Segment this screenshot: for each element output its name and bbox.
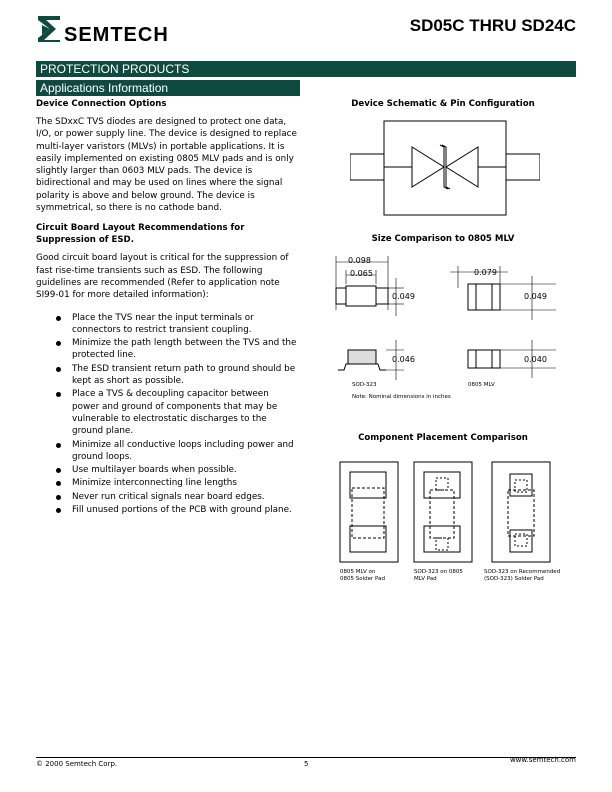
list-item: The ESD transient return path to ground should be kept as short as possible. (72, 363, 298, 388)
brand-name: SEMTECH (64, 24, 169, 46)
category-bar (36, 61, 576, 77)
paragraph-connection: The SDxxC TVS diodes are designed to protect one data, I/O, or power supply line. The device is designed to replace multi-layer varistors (MLVs) in portable applications. It is easily implemented on existing 0805 MLV pads and is only slightly larger than 0603 MLV pads. The device is bidirectional and may be used on lines where the signal polarity is above and below ground. The device is symmetrical, so there is no cathode band. (36, 117, 297, 214)
device-schematic-diagram (350, 120, 540, 216)
size-comparison-title: Size Comparison to 0805 MLV (371, 234, 515, 244)
dimension-label: 0.098 (348, 256, 371, 265)
dimension-label: 0.049 (392, 292, 415, 301)
dimension-label: 0.049 (524, 292, 547, 301)
section-label: Applications Information (40, 81, 169, 95)
dimension-label: 0.046 (392, 355, 415, 364)
schematic-title: Device Schematic & Pin Configuration (351, 99, 535, 109)
heading-layout-recommendations: Circuit Board Layout Recommendations for Suppression of ESD. (36, 223, 245, 246)
document-title: SD05C THRU SD24C (409, 16, 576, 35)
footer-copyright: © 2000 Semtech Corp. (36, 760, 118, 768)
footer-url[interactable]: www.semtech.com (509, 756, 576, 764)
left-column (36, 98, 298, 517)
list-item: Minimize all conductive loops including power and ground loops. (72, 439, 298, 464)
dimension-label: 0.065 (350, 269, 373, 278)
guidelines-list (36, 312, 298, 517)
placement-comparison-title: Component Placement Comparison (358, 433, 528, 443)
sod323-label: SOD-323 (352, 382, 377, 388)
heading-connection-options: Device Connection Options (36, 99, 167, 109)
mlv0805-label: 0805 MLV (468, 382, 495, 388)
placement-comparison-diagram (338, 460, 568, 566)
category-label: PROTECTION PRODUCTS (40, 62, 190, 76)
placement-caption-3: SOD-323 on Recommended (SOD-323) Solder Pad (484, 569, 561, 582)
footer-divider (36, 757, 576, 758)
list-item: Place the TVS near the input terminals or connectors to restrict transient coupling. (72, 312, 298, 337)
placement-caption-2: SOD-323 on 0805 MLV Pad (414, 569, 463, 582)
list-item: Place a TVS & decoupling capacitor between power and ground of components that may be vulnerable to electrostatic discharges to the ground plane. (72, 388, 298, 437)
dimensions-note: Note: Nominal dimensions in inches (352, 394, 451, 400)
section-bar (36, 80, 300, 96)
list-item: Use multilayer boards when possible. (72, 464, 298, 476)
dimension-label: 0.079 (474, 268, 497, 277)
page-number: 5 (304, 760, 309, 768)
paragraph-layout: Good circuit board layout is critical for the suppression of fast rise-time transients such as ESD. The following guidelines are recommended (Refer to application note SI99-01 for more detailed information): (36, 253, 289, 301)
placement-caption-1: 0805 MLV on 0805 Solder Pad (340, 569, 385, 582)
list-item: Minimize the path length between the TVS and the protected line. (72, 338, 297, 361)
dimension-label: 0.040 (524, 355, 547, 364)
list-item: Fill unused portions of the PCB with ground plane. (72, 504, 298, 516)
semtech-logo-icon (36, 14, 62, 44)
list-item: Never run critical signals near board edges. (72, 491, 298, 503)
list-item: Minimize interconnecting line lengths (72, 477, 298, 489)
